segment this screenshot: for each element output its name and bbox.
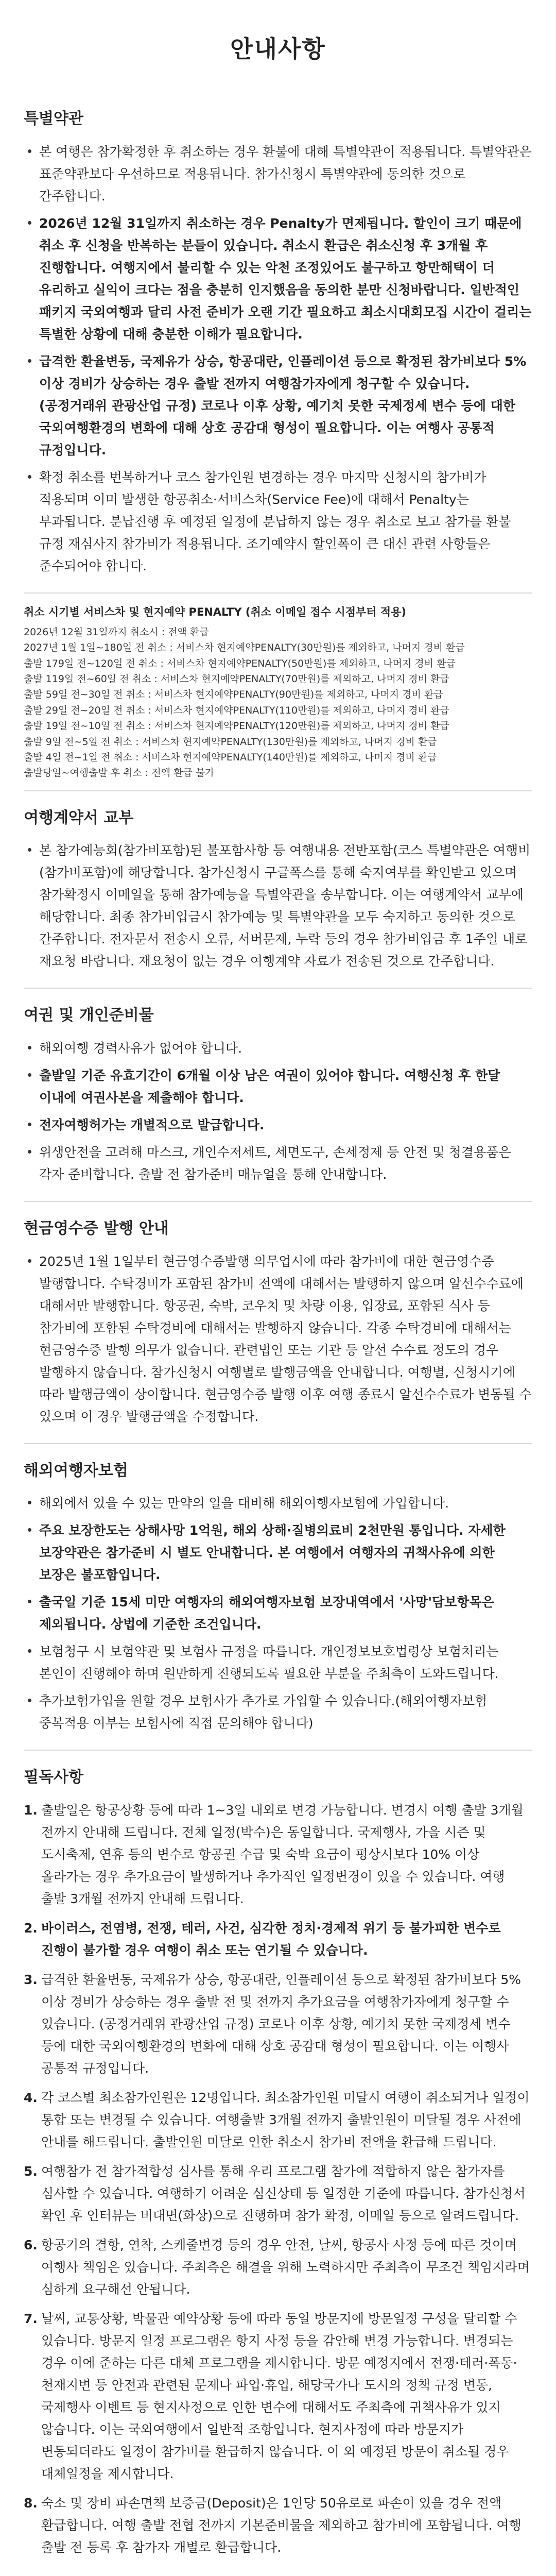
list-item: 출발일 기준 유효기간이 6개월 이상 남은 여권이 있어야 합니다. 여행신청 후 한달 이내에 여권사본을 제출해야 합니다. [24,1064,532,1109]
penalty-line: 출발 4일 전~1일 전 취소 : 서비스차 현지예약PENALTY(140만원)를 제외하고, 나머지 경비 환급 [24,751,437,763]
list-item: 해외에서 있을 수 있는 만약의 일을 대비해 해외여행자보험에 가입합니다. [24,1492,532,1514]
section-insurance [24,1444,532,1751]
numbered-item [24,1969,532,2079]
penalty-line: 출발 9일 전~5일 전 취소 : 서비스차 현지예약PENALTY(130만원)를 제외하고, 나머지 경비 환급 [24,736,437,748]
list-item: 본 여행은 참가확정한 후 취소하는 경우 환불에 대해 특별약관이 적용됩니다. 특별약관은 표준약관보다 우선하므로 적용됩니다. 참가신청시 특별약관에 동의한 것으로 간주합니다. [24,141,532,207]
list-item: 확정 취소를 번복하거나 코스 참가인원 변경하는 경우 마지막 신청시의 참가비가 적용되며 이미 발생한 항공취소·서비스차(Service Fee)에 대해서 Penalty는 부과됩니다. 분납진행 후 예정된 일정에 분납하지 않는 경우 취소로 보고 참가를 환불 규정 재심사지 참가비가 적용됩니다. 조기예약시 할인폭이 큰 대신 관련 사항들은 준수되어야 합니다. [24,466,532,577]
list-item: 2025년 1월 1일부터 현금영수증발행 의무업시에 따라 참가비에 대한 현금영수증 발행합니다. 수탁경비가 포함된 참가비 전액에 대해서는 발행하지 않으며 알선수수료에 대해서만 발행합니다. 항공권, 숙박, 코우치 및 차량 이용, 입장료, 포함된 식사 등 참가비에 포함된 수탁경비에 대해서는 발행하지 않습니다. 각종 수탁경비에 대해서는 현금영수증 발행 의무가 없습니다. 관련법인 또는 기관 등 알선 수수료 정도의 경우 발행하지 않습니다. 참가신청시 여행별로 발행금액을 안내합니다. 여행별, 신청시기에 따라 발행금액이 상이합니다. 현금영수증 발행 이후 여행 종료시 알선수수료가 변동될 수 있으며 이 경우 발행금액을 수정합니다. [24,1250,532,1428]
penalty-line: 출발당일~여행출발 후 취소 : 전액 환급 불가 [24,767,215,779]
numbered-item [24,2308,532,2485]
item-text: 출발일은 항공상황 등에 따라 1~3일 내외로 변경 가능합니다. 변경시 여행 출발 3개월 전까지 안내해 드립니다. 전체 일정(박수)은 동일합니다. 국제행사, 가을 시즌 및 도시축제, 연휴 등의 변수로 항공권 수급 및 숙박 요금이 평상시보다 10% 이상 올라가는 경우 추가요금이 발생하거나 추가적인 일정변경이 있을 수 있습니다. 여행 출발 3개월 전까지 안내해 드립니다. [41,1802,524,1906]
list-item: 본 참가예능회(참가비포함)된 불포함사항 등 여행내용 전반포함(코스 특별약관은 여행비(참가비포함)에 해당합니다. 참가신청시 구글폭스를 통해 숙지여부를 확인받고 있으며 참가확정시 이메일을 통해 참가예능을 특별약관을 송부합니다. 이는 여행계약서 교부에 해당합니다. 최종 참가비입금시 참가예능 및 특별약관을 모두 숙지하고 동의한 것으로 간주합니다. 전자문서 전송시 오류, 서버문제, 누락 등의 경우 참가비입금 후 1주일 내로 재요청 바랍니다. 재요청이 없는 경우 여행계약 자료가 전송된 것으로 간주합니다. [24,839,532,972]
section-special-terms [24,92,532,594]
item-number: 1. [24,1802,38,1818]
item-number: 7. [24,2311,38,2326]
item-text: 바이러스, 전염병, 전쟁, 테러, 사건, 심각한 정치·경제적 위기 등 불가피한 변수로 진행이 불가할 경우 여행이 취소 또는 연기될 수 있습니다. [41,1920,501,1958]
penalty-lines [24,624,532,781]
list-item: 주요 보장한도는 상해사망 1억원, 해외 상해·질병의료비 2천만원 통입니다. 자세한 보장약관은 참가준비 시 별도 안내합니다. 본 여행에서 여행자의 귀책사유에 의한 보장은 불포함입니다. [24,1519,532,1586]
list-item: 보험청구 시 보험약관 및 보험사 규정을 따릅니다. 개인정보보호법령상 보험처리는 본인이 진행해야 하며 원만하게 진행되도록 필요한 부분을 주최측이 도와드립니다. [24,1640,532,1685]
penalty-line: 2026년 12월 31일까지 취소시 : 전액 환급 [24,626,209,638]
section-receipt [24,1202,532,1444]
section-title: 여행계약서 교부 [24,808,134,827]
section-title: 현금영수증 발행 안내 [24,1219,169,1238]
numbered-item [24,1799,532,1910]
penalty-line: 출발 179일 전~120일 전 취소 : 서비스차 현지예약PENALTY(50만원)를 제외하고, 나머지 경비 환급 [24,657,456,669]
section-title: 특별약관 [24,110,83,128]
list-item: 추가보험가입을 원할 경우 보험사가 추가로 가입할 수 있습니다.(해외여행자보험 중복적용 여부는 보험사에 직접 문의해야 합니다) [24,1690,532,1734]
bullet-list [24,1037,532,1185]
numbered-item [24,2234,532,2300]
list-item: 전자여행허가는 개별적으로 발급합니다. [24,1114,532,1136]
item-number: 3. [24,1972,38,1987]
section-passport [24,989,532,1202]
item-number: 2. [24,1920,38,1936]
list-item: 해외여행 경력사유가 없어야 합니다. [24,1037,532,1059]
penalty-title: 취소 시기별 서비스차 및 현지예약 PENALTY (취소 이메일 접수 시점부터 적용) [24,605,407,618]
item-number: 8. [24,2495,38,2511]
list-item: 급격한 환율변동, 국제유가 상승, 항공대란, 인플레이션 등으로 확정된 참가비보다 5% 이상 경비가 상승하는 경우 출발 전까지 여행참가자에게 청구할 수 있습니다.(공정거래위 관광산업 규정) 코로나 이후 상황, 예기치 못한 국제정세 변수 등에 대한 국외여행환경의 변화에 대해 상호 공감대 형성이 필요합니다. 이는 여행사 공통적 규정입니다. [24,350,532,461]
item-number: 4. [24,2090,38,2105]
numbered-item [24,2160,532,2227]
section-contract [24,791,532,989]
bullet-list [24,141,532,577]
section-title: 해외여행자보험 [24,1461,128,1480]
item-text: 각 코스별 최소참가인원은 12명입니다. 최소참가인원 미달시 여행이 취소되거나 일정이 통합 또는 변경될 수 있습니다. 여행출발 3개월 전까지 출발인원이 미달될 경우 사전에 안내를 해드립니다. 출발인원 미달로 인한 취소시 참가비 전액을 환급해 드립니다. [41,2090,530,2149]
numbered-item [24,2087,532,2153]
numbered-item [24,2492,532,2558]
page-title: 안내사항 [230,35,326,63]
list-item: 위생안전을 고려해 마스크, 개인수저세트, 세면도구, 손세정제 등 안전 및 청결용품은 각자 준비합니다. 출발 전 참가준비 매뉴얼을 통해 안내합니다. [24,1141,532,1185]
numbered-item [24,1917,532,1961]
numbered-list [24,1799,532,2558]
list-item: 2026년 12월 31일까지 취소하는 경우 Penalty가 면제됩니다. 할인이 크기 때문에 취소 후 신청을 반복하는 분들이 있습니다. 취소시 환급은 취소신청 후 3개월 후 진행합니다. 여행지에서 불리할 수 있는 악천 조정있어도 불구하고 항만해택이 더 유리하고 실익이 크다는 점을 충분히 인지했음을 동의한 분만 신청바랍니다. 일반적인 패키지 국외여행과 달리 사전 준비가 오랜 기간 필요하고 최소시대회모집 시간이 걸리는 특별한 상황에 대해 충분한 이해가 필요합니다. [24,212,532,345]
item-text: 항공기의 결항, 연착, 스케줄변경 등의 경우 안전, 날씨, 항공사 사정 등에 따른 것이며 여행사 책임은 있습니다. 주최측은 해결을 위해 노력하지만 주최측이 무조건 책임지라며 심하게 요구해선 안됩니다. [41,2237,530,2297]
item-text: 날씨, 교통상황, 박물관 예약상황 등에 따라 동일 방문지에 방문일정 구성을 달리할 수 있습니다. 방문지 일정 프로그램은 항지 사정 등을 감안해 변경 가능합니다. 변경되는 경우 이에 준하는 다른 대체 프로그램을 제시합니다. 방문 예정지에서 전쟁·테러·폭동·천재지변 등 안전과 관련된 문제나 파업·휴업, 해당국가나 도시의 정책 규정 변동, 국제행사 이벤트 등 현지사정으로 인한 변수에 대해서도 주최측에 귀책사유가 있지 않습니다. 이는 국외여행에서 일반적 조항입니다. 현지사정에 따라 방문지가 변동되더라도 일정이 참가비를 환급하지 않습니다. 이 외 예정된 방문이 취소될 경우 대체일정을 제시합니다. [41,2311,517,2481]
section-title: 여권 및 개인준비물 [24,1006,154,1025]
bullet-list [24,839,532,972]
penalty-line: 출발 59일 전~30일 전 취소 : 서비스차 현지예약PENALTY(90만원)를 제외하고, 나머지 경비 환급 [24,689,443,701]
penalty-line: 2027년 1월 1일~180일 전 취소 : 서비스차 현지예약PENALTY(30만원)를 제외하고, 나머지 경비 환급 [24,642,465,654]
section-must-read [24,1751,532,2576]
list-item: 출국일 기준 15세 미만 여행자의 해외여행자보험 보장내역에서 '사망'담보항목은 제외됩니다. 상법에 기준한 조건입니다. [24,1591,532,1635]
item-text: 급격한 환율변동, 국제유가 상승, 항공대란, 인플레이션 등으로 확정된 참가비보다 5% 이상 경비가 상승하는 경우 출발 전 및 전까지 추가요금을 여행참가자에게 청구할 수 있습니다. (공정거래위 관광산업 규정) 코로나 이후 상황, 예기치 못한 국제정세 변수 등에 대한 국외여행환경의 변화에 대해 상호 공감대 형성이 필요합니다. 이는 여행사 공통적 규정입니다. [41,1972,521,2076]
penalty-line: 출발 29일 전~20일 전 취소 : 서비스차 현지예약PENALTY(110만원)를 제외하고, 나머지 경비 환급 [24,704,449,716]
penalty-line: 출발 19일 전~10일 전 취소 : 서비스차 현지예약PENALTY(120만원)를 제외하고, 나머지 경비 환급 [24,720,449,732]
penalty-schedule [24,594,532,791]
section-title: 필독사항 [24,1768,83,1787]
item-text: 숙소 및 장비 파손면책 보증금(Deposit)은 1인당 50유로로 파손이 있을 경우 전액 환급합니다. 여행 출발 전협 전까지 기본준비물을 제외하고 참가비에 포함됩니다. 여행 출발 전 등록 후 참가자 개별로 환급합니다. [41,2495,522,2555]
item-text: 여행참가 전 참가적합성 심사를 통해 우리 프로그램 참가에 적합하지 않은 참가자를 심사할 수 있습니다. 여행하기 어려운 심신상태 등 일정한 기준에 따릅니다. 참가신청서 확인 후 인터뷰는 비대면(화상)으로 진행하며 참가 확정, 이메일 등으로 알려드립니다. [41,2163,526,2223]
item-number: 6. [24,2237,38,2252]
bullet-list [24,1492,532,1734]
penalty-line: 출발 119일 전~60일 전 취소 : 서비스차 현지예약PENALTY(70만원)를 제외하고, 나머지 경비 환급 [24,673,449,685]
item-number: 5. [24,2163,38,2179]
bullet-list [24,1250,532,1428]
